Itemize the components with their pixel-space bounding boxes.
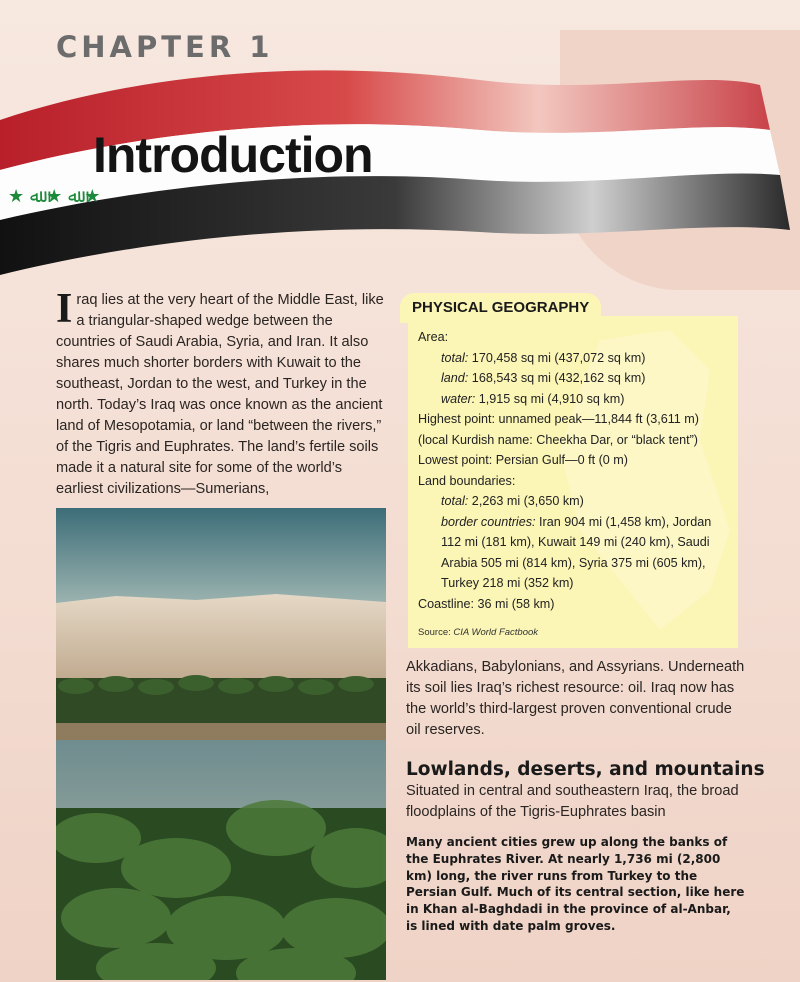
section-paragraph: Situated in central and southeastern Iraq, the broad floodplains of the Tigris-Euphrates basin (406, 783, 739, 820)
border-countries-4: Turkey 218 mi (352 km) (441, 576, 574, 590)
section-heading: Lowlands, deserts, and mountains (406, 759, 765, 780)
intro-paragraph (56, 286, 386, 500)
photo-caption: Many ancient cities grew up along the banks of the Euphrates River. At nearly 1,736 mi (2,800 km) long, the river runs from Turkey to the Persian Gulf. Much of its central section, like here in Khan al-Baghdadi in the province of al-Anbar, is lined with date palm groves. (406, 835, 745, 933)
sidebar-source: Source: CIA World Factbook (418, 627, 539, 638)
boundaries-label: Land boundaries: (418, 473, 516, 488)
area-label: Area: (418, 330, 449, 344)
border-countries-2: 112 mi (181 km), Kuwait 149 mi (240 km), Saudi (441, 535, 710, 549)
intro-text: raq lies at the very heart of the Middle East, like a triangular-shaped wedge between the countries of Saudi Arabia, Syria, and Iran. It also shares much shorter borders with Kuwait to the southeast, Jordan to the west, and Turkey in the north. Today’s Iraq was once known as the ancient land of Mesopotamia, or land “between the rivers,” of the Tigris and Euphrates. The land’s fertile soils made it a natural site for some of the world’s earliest civilizations—Sumerians, (56, 292, 384, 497)
chapter-title: Introduction (93, 127, 373, 183)
flag-stars (8, 186, 100, 207)
border-countries: border countries: Iran 904 mi (1,458 km), Jordan (441, 514, 712, 529)
svg-text:★ ﷲ ★ ﷲ ★: ★ ﷲ ★ ﷲ ★ (8, 186, 101, 207)
lowest-point: Lowest point: Persian Gulf—0 ft (0 m) (418, 453, 628, 467)
chapter-label: CHAPTER 1 (56, 30, 274, 64)
continued-paragraph: Akkadians, Babylonians, and Assyrians. Underneath its soil lies Iraq’s richest resource: oil. Iraq now has the world’s third-largest proven conventional crude oil reserves. (406, 659, 745, 738)
highest-point-note: (local Kurdish name: Cheekha Dar, or “black tent”) (418, 432, 698, 447)
border-countries-3: Arabia 505 mi (814 km), Syria 375 mi (605 km), (441, 555, 706, 570)
coastline: Coastline: 36 mi (58 km) (418, 596, 555, 611)
sidebar-header: PHYSICAL GEOGRAPHY (400, 293, 601, 323)
highest-point: Highest point: unnamed peak—11,844 ft (3,611 m) (418, 412, 699, 426)
area-total: total: 170,458 sq mi (437,072 sq km) (441, 350, 646, 365)
drop-cap: I (56, 286, 73, 332)
area-land: land: 168,543 sq mi (432,162 sq km) (441, 371, 646, 385)
boundaries-total: total: 2,263 mi (3,650 km) (441, 494, 584, 508)
area-water: water: 1,915 sq mi (4,910 sq km) (441, 391, 625, 406)
euphrates-river-photo (56, 508, 386, 980)
sidebar-body (418, 327, 736, 614)
